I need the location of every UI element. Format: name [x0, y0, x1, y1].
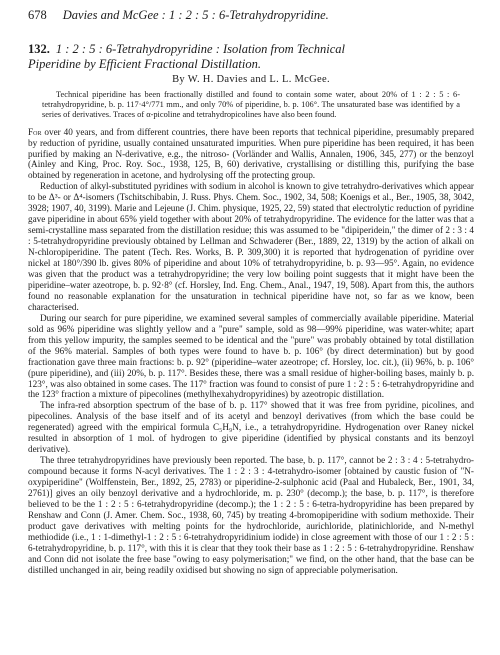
- paragraph-5: The three tetrahydropyridines have previously been reported. The base, b. p. 117°, cannot be 2 : 3 : 4 : 5-tetrahydro-compound because it forms N-acyl derivatives. The 1 : 2 : 3 : 4-tetrahydro-isomer [obtained by caustic fusion of "N-oxypiperidine" (Wolffenstein, Ber., 1892, 25, 2783) or piperidine-2-sulphonic acid (Paal and Hubaleck, Ber., 1901, 34, 2761)] gives an oily benzoyl derivative and a hydrochloride, m. p. 230° (decomp.); the base, b. p. 117°, is therefore believed to be the 1 : 2 : 5 : 6-tetrahydropyridine (decomp.); the 1 : 2 : 5 : 6-tetra-hydropyridine has been prepared by Renshaw and Conn (J. Amer. Chem. Soc., 1938, 60, 745) by treating 4-bromopiperidine with sodium methoxide. Their product gave derivatives with melting points for the hydrochloride, aurichloride, platinichloride, and N-methyl methiodide (i.e., 1 : 1-dimethyl-1 : 2 : 5 : 6-tetrahydropyridinium iodide) in close agreement with those of our 1 : 2 : 5 : 6-tetrahydropyridine, b. p. 117°, with this it is clear that they took their base as 1 : 2 : 5 : 6-tetrahydropyridine. Renshaw and Conn did not isolate the free base "owing to easy polymerisation;" we find, on the other hand, that the base can be distilled unchanged in air, being readily oxidised but showing no sign of appreciable polymerisation.: [28, 455, 474, 575]
- paragraph-2: Reduction of alkyl-substituted pyridines with sodium in alcohol is known to give tetrahydro-derivatives which appear to be Δ³- or Δ⁴-isomers (Tschitschibabin, J. Russ. Phys. Chem. Soc., 1902, 34, 508; Koenigs et al., Ber., 1905, 38, 3042, 3928; 1907, 40, 3199). Marie and Lejeune (J. Chim. physique, 1925, 22, 59) stated that electrolytic reduction of pyridine gave piperidine in about 65% yield together with about 20% of tetrahydropyridine. The evidence for the latter was that a semi-crystalline mass separated from the distillation residue; this was assumed to be "dipiperidein," the dimer of 2 : 3 : 4 : 5-tetrahydropyridine previously obtained by Lellman and Schwaderer (Ber., 1889, 22, 1319) by the action of alkali on N-chloropiperidine. The patent (Tech. Res. Works, B. P. 309,300) it is reported that hydrogenation of pyridine over nickel at 180°/390 lb. gives 80% of piperidine and about 10% of tetrahydropyridine, b. p. 93—95°. Again, no evidence was given that the product was a tetrahydropyridine; the very low boiling point suggests that it might have been the piperidine–water azeotrope, b. p. 92·8° (cf. Horsley, Ind. Eng. Chem., Anal., 1947, 19, 508). Apart from this, the authors found no reasonable explanation for the unsaturation in technical piperidine have not, so far as we know, been characterised.: [28, 181, 474, 312]
- abstract: Technical piperidine has been fractionally distilled and found to contain some water, about 20% of 1 : 2 : 5 : 6-tetrahydropyridine, b. p. 117·4°/771 mm., and only 70% of piperidine, b. p. 106°. The unsaturated base was identified by a series of derivatives. Traces of α-picoline and tetrahydropicolines have also been found.: [42, 90, 460, 120]
- article-number: 132.: [28, 42, 50, 56]
- running-head: [28, 8, 474, 26]
- running-title: Davies and McGee : 1 : 2 : 5 : 6-Tetrahydropyridine.: [62, 8, 329, 22]
- article-subtitle: Piperidine by Efficient Fractional Distillation.: [28, 57, 261, 71]
- paragraph-1-text: over 40 years, and from different countries, there have been reports that technical piperidine, presumably prepared by reduction of pyridine, usually contained unsaturated impurities. When pure piperidine has been required, it has been purified by making an N-derivative, e.g., the nitroso- (Vorländer and Wallis, Annalen, 1906, 345, 277) or the benzoyl (Ainley and King, Proc. Roy. Soc., 1938, 125, B, 60) derivative, crystallising or distilling this, purifying the base obtained by regeneration in acetone, and hydrolysing off the protecting group.: [28, 126, 474, 181]
- page-number: 678: [28, 8, 47, 22]
- article-heading: [28, 42, 474, 72]
- article-title: 1 : 2 : 5 : 6-Tetrahydropyridine : Isolation from Technical: [55, 42, 345, 56]
- paragraph-3: During our search for pure piperidine, we examined several samples of commercially available piperidine. Material sold as 96% piperidine was slightly yellow and a "pure" sample, sold as 98—99% piperidine, was water-white; apart from this yellow impurity, the samples seemed to be identical and the "pure" was probably obtained by total distillation of the 96% material. Samples of both types were found to have b. p. 106° (by direct determination) but by good fractionation gave three main fractions: b. p. 92° (piperidine–water azeotrope; cf. Horsley, loc. cit.), (ii) 96%, b. p. 106° (pure piperidine), and (iii) 20%, b. p. 117°. Besides these, there was a small residue of higher-boiling bases, mainly b. p. 123°, was also obtained in some cases. The 117° fraction was found to consist of pure 1 : 2 : 5 : 6-tetrahydropyridine and the 123° fraction a mixture of pipecolines (methylhexahydropyridines) by azeotropic distillation.: [28, 312, 474, 400]
- authors-line: By W. H. Davies and L. L. McGee.: [172, 74, 330, 85]
- paragraph-1-lead-word: For: [28, 126, 42, 137]
- paragraph-1: [28, 127, 474, 182]
- article-body: [28, 127, 474, 576]
- paragraph-4: The infra-red absorption spectrum of the base of b. p. 117° showed that it was free from pyridine, picolines, and pipecolines. Analysis of the base itself and of its acetyl and benzoyl derivatives (from which the base could be regenerated) agreed with the empirical formula C₅H₉N, i.e., a tetrahydropyridine. Hydrogenation over Raney nickel resulted in absorption of 1 mol. of hydrogen to give piperidine (identified by physical constants and its benzoyl derivative).: [28, 400, 474, 455]
